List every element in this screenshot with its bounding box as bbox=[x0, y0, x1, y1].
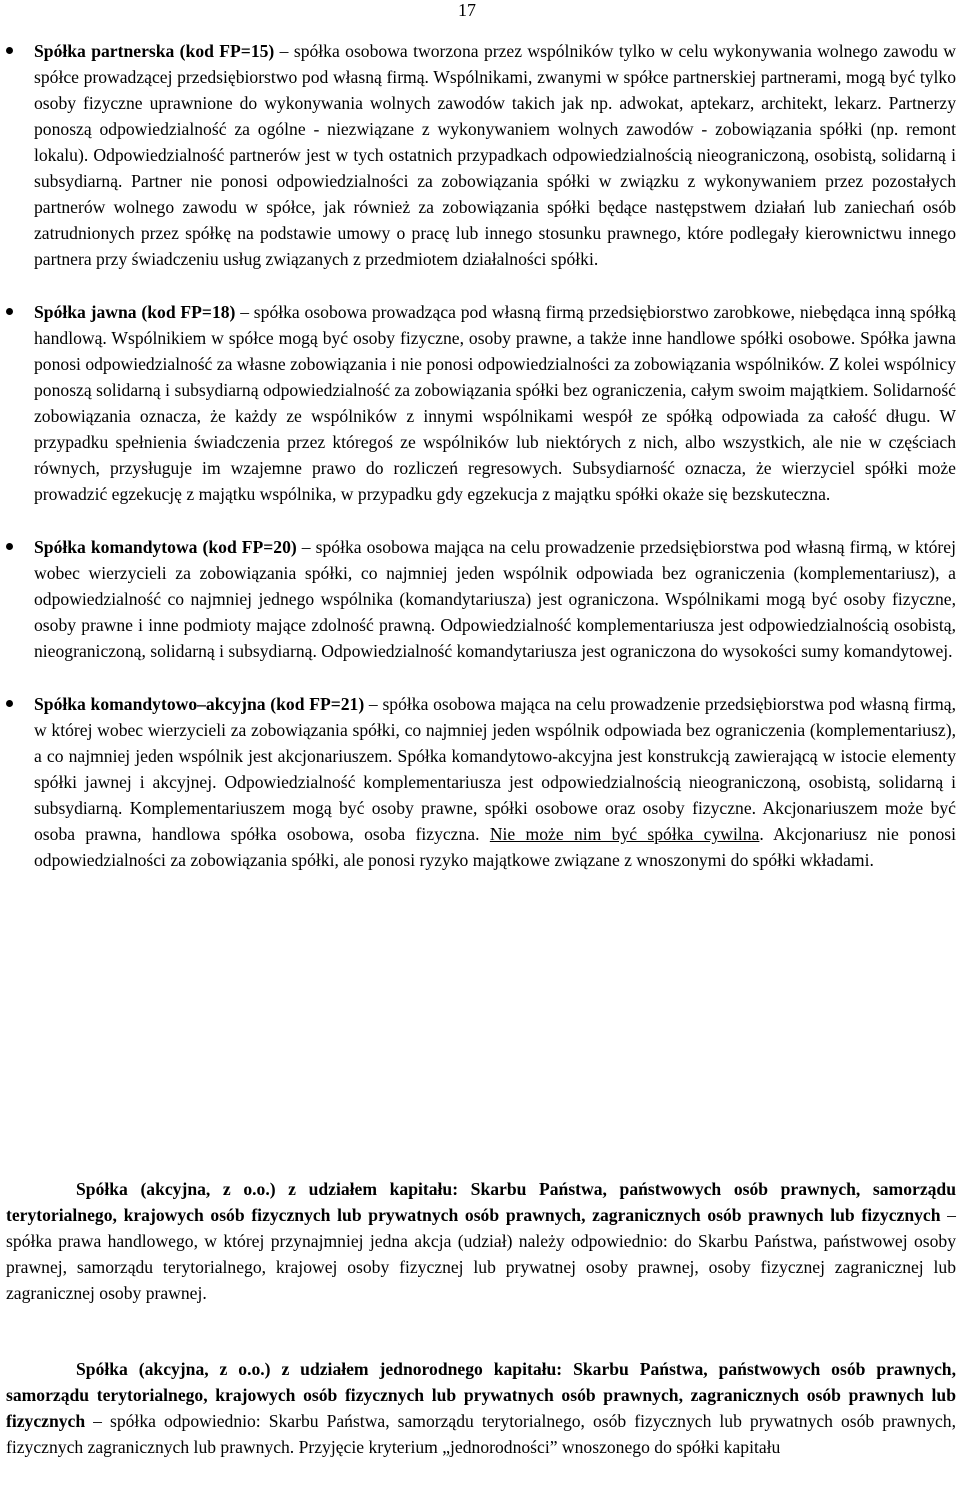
paragraph bbox=[34, 534, 956, 664]
paragraph-text: – spółka odpowiednio: Skarbu Państwa, samorządu terytorialnego, osób fizycznych lub prywatnych osób prawnych, fizycznych zagranicznych lub prawnych. Przyjęcie kryterium „jednorodności” wnoszonego do spółki kapitału bbox=[6, 1411, 956, 1457]
term-heading: Spółka (akcyjna, z o.o.) z udziałem kapitału: Skarbu Państwa, państwowych osób prawnych, samorządu terytorialnego, krajowych osób fizycznych lub prywatnych osób prawnych, zagranicznych osób prawnych lub fizycznych bbox=[6, 1179, 956, 1225]
list-item bbox=[0, 38, 960, 272]
paragraph bbox=[34, 38, 956, 272]
paragraph-text: – spółka osobowa mająca na celu prowadzenie przedsiębiorstwa pod własną firmą, w której wobec wierzycieli za zobowiązania spółki, co najmniej jeden wspólnik odpowiada bez ograniczenia (komplementariusz), a co najmniej jeden wspólnik jest akcjonariuszem. Spółka komandytowo-akcyjna jest konstrukcją zawierającą w istocie elementy spółki jawnej i akcyjnej. Odpowiedzialność komplementariusza jest odpowiedzialnością nieograniczoną, osobistą, solidarną i subsydiarną. Komplementariuszem mogą być osoby prawne, spółki osobowe oraz osoby fizyczne. Akcjonariuszem może być osoba prawna, handlowa spółka osobowa, osoba fizyczna. bbox=[34, 694, 956, 844]
paragraph bbox=[6, 1356, 956, 1460]
section-mixed-capital bbox=[6, 1176, 956, 1306]
paragraph bbox=[34, 691, 956, 873]
term-heading: Spółka komandytowo–akcyjna (kod FP=21) bbox=[34, 694, 365, 714]
paragraph-text: – spółka osobowa prowadząca pod własną firmą przedsiębiorstwo zarobkowe, niebędąca inną spółką handlową. Wspólnikiem w spółce mogą być osoby fizyczne, osoby prawne, a także inne handlowe spółki osobowe. Spółka jawna ponosi odpowiedzialność za własne zobowiązania i nie ponosi odpowiedzialności za zobowiązania wspólników. Z kolei wspólnicy ponoszą solidarną i subsydiarną odpowiedzialność za zobowiązania spółki bez ograniczenia, całym swoim majątkiem. Solidarność zobowiązania oznacza, że każdy ze wspólników z innymi wspólnikami wespół ze spółką odpowiada za całość długu. W przypadku spełnienia świadczenia przez któregoś ze wspólników lub niektórych z nich, albo wszystkich, ale nie w częściach równych, przysługuje im wzajemne prawo do rozliczeń regresowych. Subsydiarność oznacza, że wierzyciel spółki może prowadzić egzekucję z majątku wspólnika, w przypadku gdy egzekucja z majątku spółki okaże się bezskuteczna. bbox=[34, 302, 956, 504]
term-heading: Spółka partnerska (kod FP=15) bbox=[34, 41, 275, 61]
underlined-text: Nie może nim być spółka cywilna bbox=[489, 824, 760, 844]
bullet-icon bbox=[6, 700, 13, 707]
paragraph bbox=[6, 1176, 956, 1306]
term-heading: Spółka jawna (kod FP=18) bbox=[34, 302, 236, 322]
paragraph-text-after: . Akcjonariusz nie ponosi odpowiedzialności za zobowiązania spółki, ale ponosi ryzyko majątkowe związane z wnoszonymi do spółki wkładami. bbox=[34, 824, 957, 870]
paragraph-text: – spółka osobowa mająca na celu prowadzenie przedsiębiorstwa pod własną firmą, w której wobec wierzycieli za zobowiązania spółki, co najmniej jeden wspólnik odpowiada bez ograniczenia (komplementariusz), a odpowiedzialność co najmniej jednego wspólnika (komandytariusza) jest ograniczona. Wspólnikami mogą być osoby fizyczne, osoby prawne i inne podmioty mające zdolność prawną. Odpowiedzialność komplementariusza jest odpowiedzialnością osobistą, nieograniczoną, solidarną i subsydiarną. Odpowiedzialność komandytariusza jest ograniczona do wysokości sumy komandytowej. bbox=[34, 537, 956, 661]
section-uniform-capital bbox=[6, 1356, 956, 1460]
term-heading: Spółka komandytowa (kod FP=20) bbox=[34, 537, 297, 557]
paragraph-text: – spółka osobowa tworzona przez wspólników tylko w celu wykonywania wolnego zawodu w spółce prowadzącej przedsiębiorstwo pod własną firmą. Wspólnikami, zwanymi w spółce partnerskiej partnerami, mogą być tylko osoby fizyczne uprawnione do wykonywania wolnych zawodów takich jak np. adwokat, aptekarz, architekt, lekarz. Partnerzy ponoszą odpowiedzialność za ogólne - niezwiązane z wykonywaniem wolnych zawodów - zobowiązania spółki (np. remont lokalu). Odpowiedzialność partnerów jest w tych ostatnich przypadkach odpowiedzialnością nieograniczoną, osobistą, solidarną i subsydiarną. Partner nie ponosi odpowiedzialności za zobowiązania spółki w związku z wykonywaniem przez pozostałych partnerów wolnego zawodu w spółce, jak również za zobowiązania spółki będące następstwem działań lub zaniechań osób zatrudnionych przez spółkę na podstawie umowy o pracę lub innego stosunku prawnego, które podlegały kierownictwu innego partnera przy świadczeniu usług związanych z przedmiotem działalności spółki. bbox=[34, 41, 957, 269]
paragraph-text: – spółka prawa handlowego, w której przynajmniej jedna akcja (udział) należy odpowiednio: do Skarbu Państwa, państwowej osoby prawnej, samorządu terytorialnego, krajowej osoby fizycznej lub prywatnej osoby prawnej, osoby fizycznej zagranicznej lub zagranicznej osoby prawnej. bbox=[6, 1205, 956, 1303]
bullet-icon bbox=[6, 543, 13, 550]
list-item bbox=[0, 299, 960, 507]
bullet-icon bbox=[6, 47, 13, 54]
bullet-icon bbox=[6, 308, 13, 315]
bullet-list bbox=[0, 38, 960, 900]
term-heading: Spółka (akcyjna, z o.o.) z udziałem jednorodnego kapitału: Skarbu Państwa, państwowych osób prawnych, samorządu terytorialnego, krajowych osób fizycznych lub prywatnych osób prawnych, zagranicznych osób prawnych lub fizycznych bbox=[6, 1359, 956, 1431]
list-item bbox=[0, 691, 960, 873]
page-number: 17 bbox=[458, 0, 476, 20]
paragraph bbox=[34, 299, 956, 507]
list-item bbox=[0, 534, 960, 664]
